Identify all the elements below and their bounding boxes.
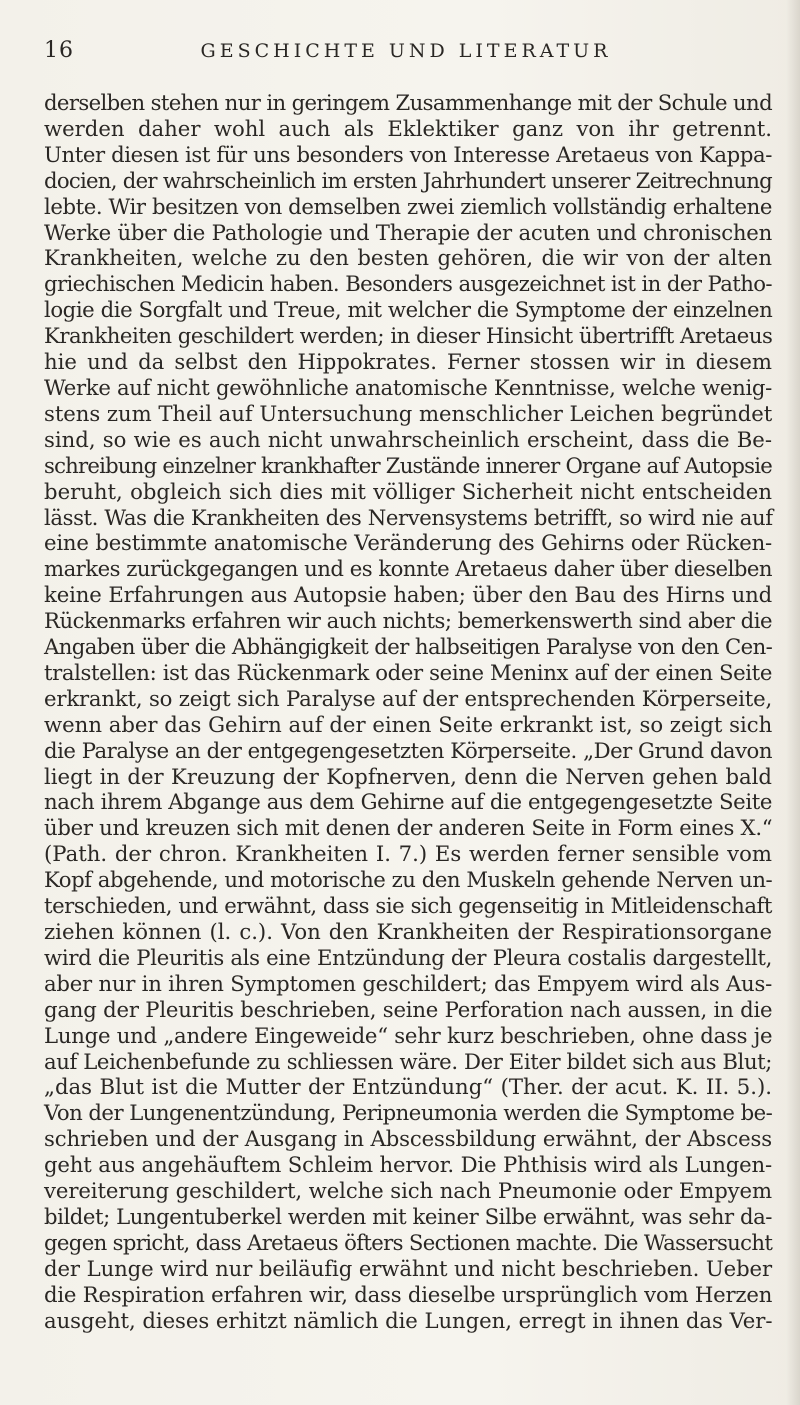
text-line: aber nur in ihren Symptomen geschildert; das Empyem wird als Aus- xyxy=(44,970,773,996)
page-number: 16 xyxy=(44,38,74,63)
text-line: Werke über die Pathologie und Therapie der acuten und chronischen xyxy=(44,219,772,245)
text-line: hie und da selbst den Hippokrates. Ferner stossen wir in diesem xyxy=(44,349,772,375)
text-line: Von der Lungenentzündung, Peripneumonia werden die Symptome be- xyxy=(44,1100,773,1126)
text-line: liegt in der Kreuzung der Kopfnerven, denn die Nerven gehen bald xyxy=(44,763,772,789)
text-line: ziehen können (l. c.). Von den Krankheiten der Respirationsorgane xyxy=(44,919,772,944)
text-line: stens zum Theil auf Untersuchung menschlicher Leichen begründet xyxy=(44,400,773,426)
text-line: eine bestimmte anatomische Veränderung des Gehirns oder Rücken- xyxy=(44,530,772,556)
text-line: Krankheiten geschildert werden; in dieser Hinsicht übertrifft Aretaeus xyxy=(44,323,773,349)
text-line: geht aus angehäuftem Schleim hervor. Die Phthisis wird als Lungen- xyxy=(44,1152,772,1178)
text-line: die Paralyse an der entgegengesetzten Körperseite. „Der Grund davon xyxy=(44,737,773,763)
text-line: logie die Sorgfalt und Treue, mit welcher die Symptome der einzelnen xyxy=(44,297,773,323)
text-line: auf Leichenbefunde zu schliessen wäre. Der Eiter bildet sich aus Blut; xyxy=(44,1048,773,1074)
text-line: bildet; Lungentuberkel werden mit keiner Silbe erwähnt, was sehr da- xyxy=(44,1203,772,1229)
text-line: nach ihrem Abgange aus dem Gehirne auf die entgegengesetzte Seite xyxy=(44,789,772,815)
text-line: erkrankt, so zeigt sich Paralyse auf der entsprechenden Körperseite, xyxy=(44,685,773,711)
text-line: Rückenmarks erfahren wir auch nichts; bemerkenswerth sind aber die xyxy=(44,608,772,634)
text-line: Krankheiten, welche zu den besten gehören, die wir von der alten xyxy=(44,245,772,271)
text-line: der Lunge wird nur beiläufig erwähnt und nicht beschrieben. Ueber xyxy=(44,1255,773,1281)
page-header xyxy=(44,38,768,68)
text-line: „das Blut ist die Mutter der Entzündung“ (Ther. der acut. K. II. 5.). xyxy=(44,1074,772,1100)
text-line: beruht, obgleich sich dies mit völliger Sicherheit nicht entscheiden xyxy=(44,478,772,504)
text-line: Werke auf nicht gewöhnliche anatomische Kenntnisse, welche wenig- xyxy=(44,374,773,400)
text-line: schrieben und der Ausgang in Abscessbildung erwähnt, der Abscess xyxy=(44,1126,772,1152)
text-line: sind, so wie es auch nicht unwahrscheinlich erscheint, dass die Be- xyxy=(44,426,772,452)
running-title: GESCHICHTE UND LITERATUR xyxy=(200,40,612,62)
text-line: über und kreuzen sich mit denen der anderen Seite in Form eines X.“ xyxy=(44,815,773,841)
text-line: vereiterung geschildert, welche sich nach Pneumonie oder Empyem xyxy=(44,1178,772,1204)
text-line: docien, der wahrscheinlich im ersten Jahrhundert unserer Zeitrechnung xyxy=(44,167,772,193)
text-line: griechischen Medicin haben. Besonders ausgezeichnet ist in der Patho- xyxy=(44,271,772,297)
text-line: keine Erfahrungen aus Autopsie haben; über den Bau des Hirns und xyxy=(44,582,773,608)
text-line: (Path. der chron. Krankheiten I. 7.) Es werden ferner sensible vom xyxy=(44,841,772,867)
text-line: terschieden, und erwähnt, dass sie sich gegenseitig in Mitleidenschaft xyxy=(44,893,772,919)
text-line: werden daher wohl auch als Eklektiker ganz von ihr getrennt. xyxy=(44,115,772,141)
text-line: markes zurückgegangen und es konnte Aretaeus daher über dieselben xyxy=(44,556,772,582)
text-line: tralstellen: ist das Rückenmark oder seine Meninx auf der einen Seite xyxy=(44,659,772,685)
text-line: lässt. Was die Krankheiten des Nervensystems betrifft, so wird nie auf xyxy=(44,504,773,530)
text-line: wird die Pleuritis als eine Entzündung der Pleura costalis dargestellt, xyxy=(44,944,773,970)
page-edge-shadow xyxy=(786,0,800,1405)
text-line: lebte. Wir besitzen von demselben zwei ziemlich vollständig erhaltene xyxy=(44,193,773,219)
text-line: Kopf abgehende, und motorische zu den Muskeln gehende Nerven un- xyxy=(44,867,773,893)
text-line: ausgeht, dieses erhitzt nämlich die Lungen, erregt in ihnen das Ver- xyxy=(44,1307,773,1333)
text-line: derselben stehen nur in geringem Zusammenhange mit der Schule und xyxy=(44,90,772,115)
text-line: die Respiration erfahren wir, dass dieselbe ursprünglich vom Herzen xyxy=(44,1281,773,1307)
body-text xyxy=(44,90,772,1334)
text-line: gegen spricht, dass Aretaeus öfters Sectionen machte. Die Wassersucht xyxy=(44,1229,773,1255)
text-line: Lunge und „andere Eingeweide“ sehr kurz beschrieben, ohne dass je xyxy=(44,1022,773,1048)
text-line: schreibung einzelner krankhafter Zustände innerer Organe auf Autopsie xyxy=(44,452,773,478)
text-line: Unter diesen ist für uns besonders von Interesse Aretaeus von Kappa- xyxy=(44,141,772,167)
text-line: gang der Pleuritis beschrieben, seine Perforation nach aussen, in die xyxy=(44,996,773,1022)
text-line: Angaben über die Abhängigkeit der halbseitigen Paralyse von den Cen- xyxy=(44,634,773,660)
text-line: wenn aber das Gehirn auf der einen Seite erkrankt ist, so zeigt sich xyxy=(44,711,773,737)
